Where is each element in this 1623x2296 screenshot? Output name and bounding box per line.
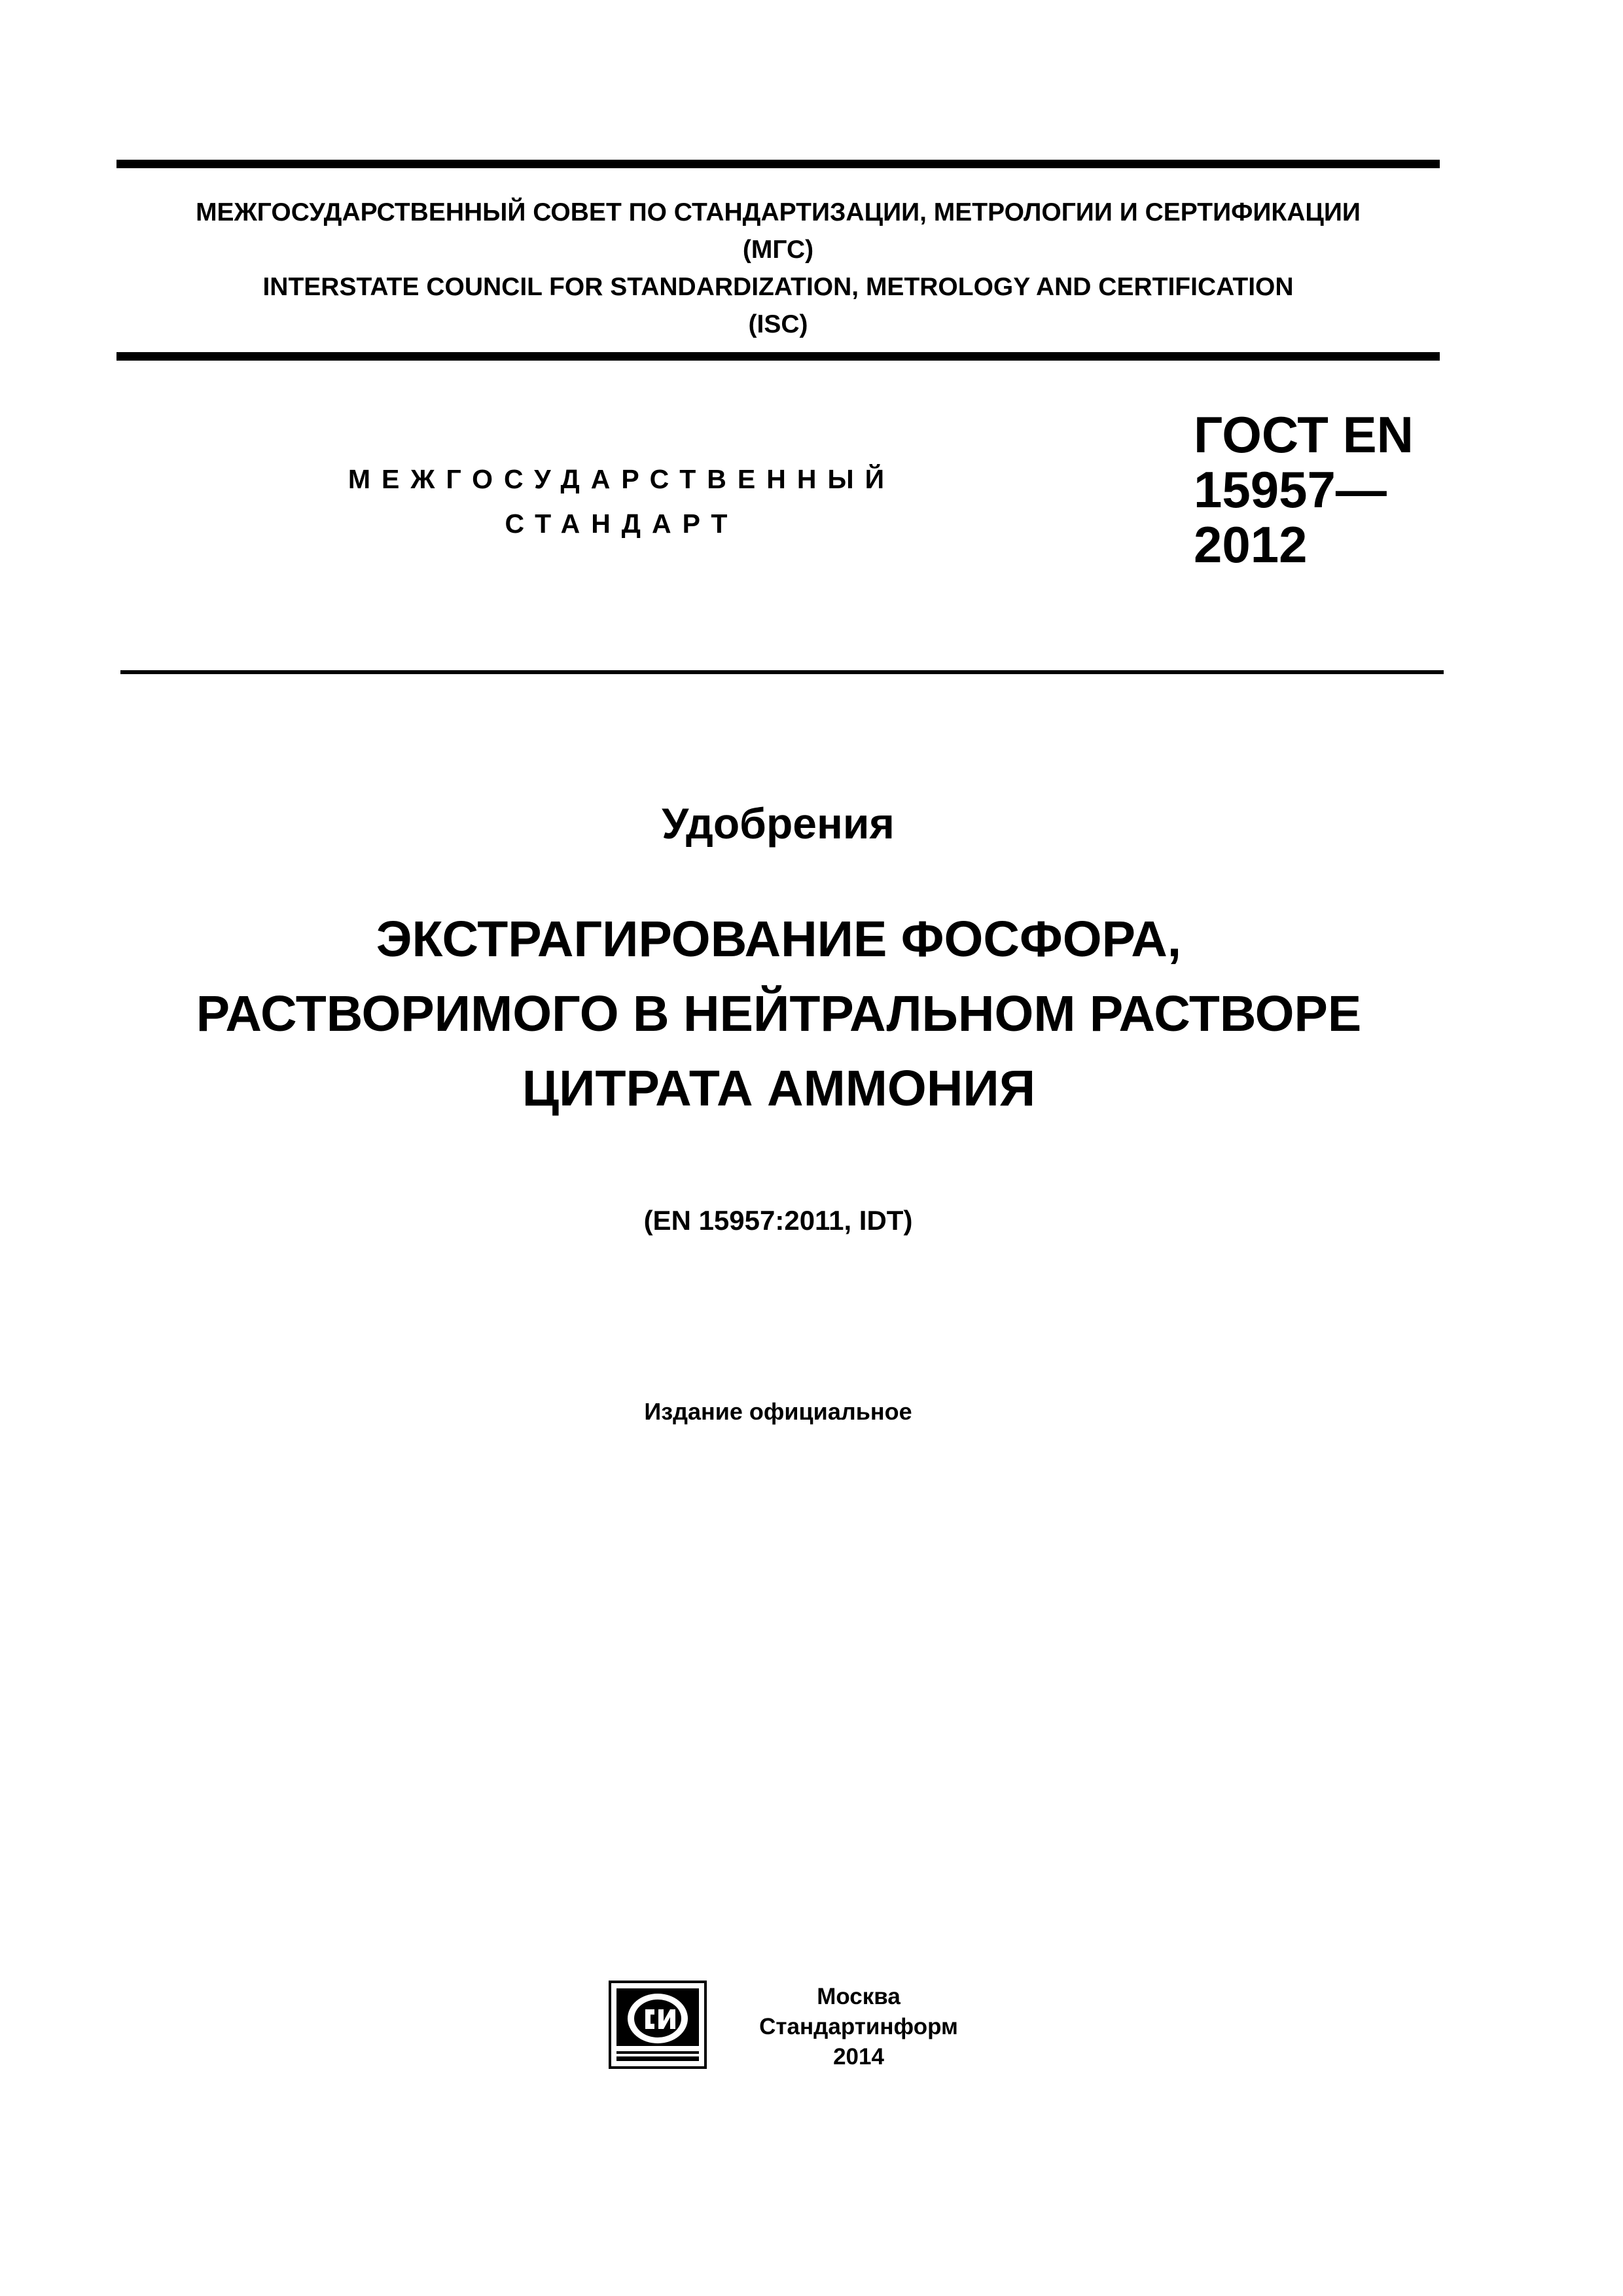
publisher-city: Москва bbox=[817, 1984, 901, 2009]
document-title-line1: ЭКСТРАГИРОВАНИЕ ФОСФОРА, bbox=[376, 911, 1182, 967]
publisher-name: Стандартинформ bbox=[759, 2014, 958, 2039]
standard-number-line1: ГОСТ EN bbox=[1194, 406, 1414, 463]
header-divider bbox=[116, 352, 1440, 361]
title-divider bbox=[120, 670, 1444, 674]
publisher-year: 2014 bbox=[833, 2044, 884, 2070]
document-title bbox=[92, 902, 1466, 1126]
standard-kind-line1: МЕЖГОСУДАРСТВЕННЫЙ bbox=[348, 464, 896, 494]
document-subject: Удобрения bbox=[662, 799, 895, 848]
standard-number bbox=[1194, 407, 1414, 572]
document-title-line2: РАСТВОРИМОГО В НЕЙТРАЛЬНОМ РАСТВОРЕ bbox=[196, 986, 1362, 1042]
council-name-ru: МЕЖГОСУДАРСТВЕННЫЙ СОВЕТ ПО СТАНДАРТИЗАЦИИ, МЕТРОЛОГИИ И СЕРТИФИКАЦИИ bbox=[196, 198, 1361, 226]
council-abbr-en: (ISC) bbox=[748, 310, 808, 338]
standard-kind-line2: СТАНДАРТ bbox=[505, 509, 739, 539]
standard-kind bbox=[281, 457, 962, 546]
publisher-block bbox=[721, 1982, 996, 2072]
standard-number-line2: 15957— bbox=[1194, 461, 1387, 518]
standard-number-line3: 2012 bbox=[1194, 516, 1308, 573]
council-name-en: INTERSTATE COUNCIL FOR STANDARDIZATION, METROLOGY AND CERTIFICATION bbox=[262, 273, 1294, 301]
document-equivalence: (EN 15957:2011, IDT) bbox=[643, 1205, 913, 1236]
top-divider bbox=[116, 160, 1440, 168]
council-header bbox=[116, 194, 1440, 343]
edition-note: Издание официальное bbox=[644, 1398, 912, 1425]
document-title-line3: ЦИТРАТА АММОНИЯ bbox=[522, 1060, 1036, 1117]
standartinform-logo-icon bbox=[609, 1981, 707, 2069]
council-abbr-ru: (МГС) bbox=[742, 236, 814, 264]
